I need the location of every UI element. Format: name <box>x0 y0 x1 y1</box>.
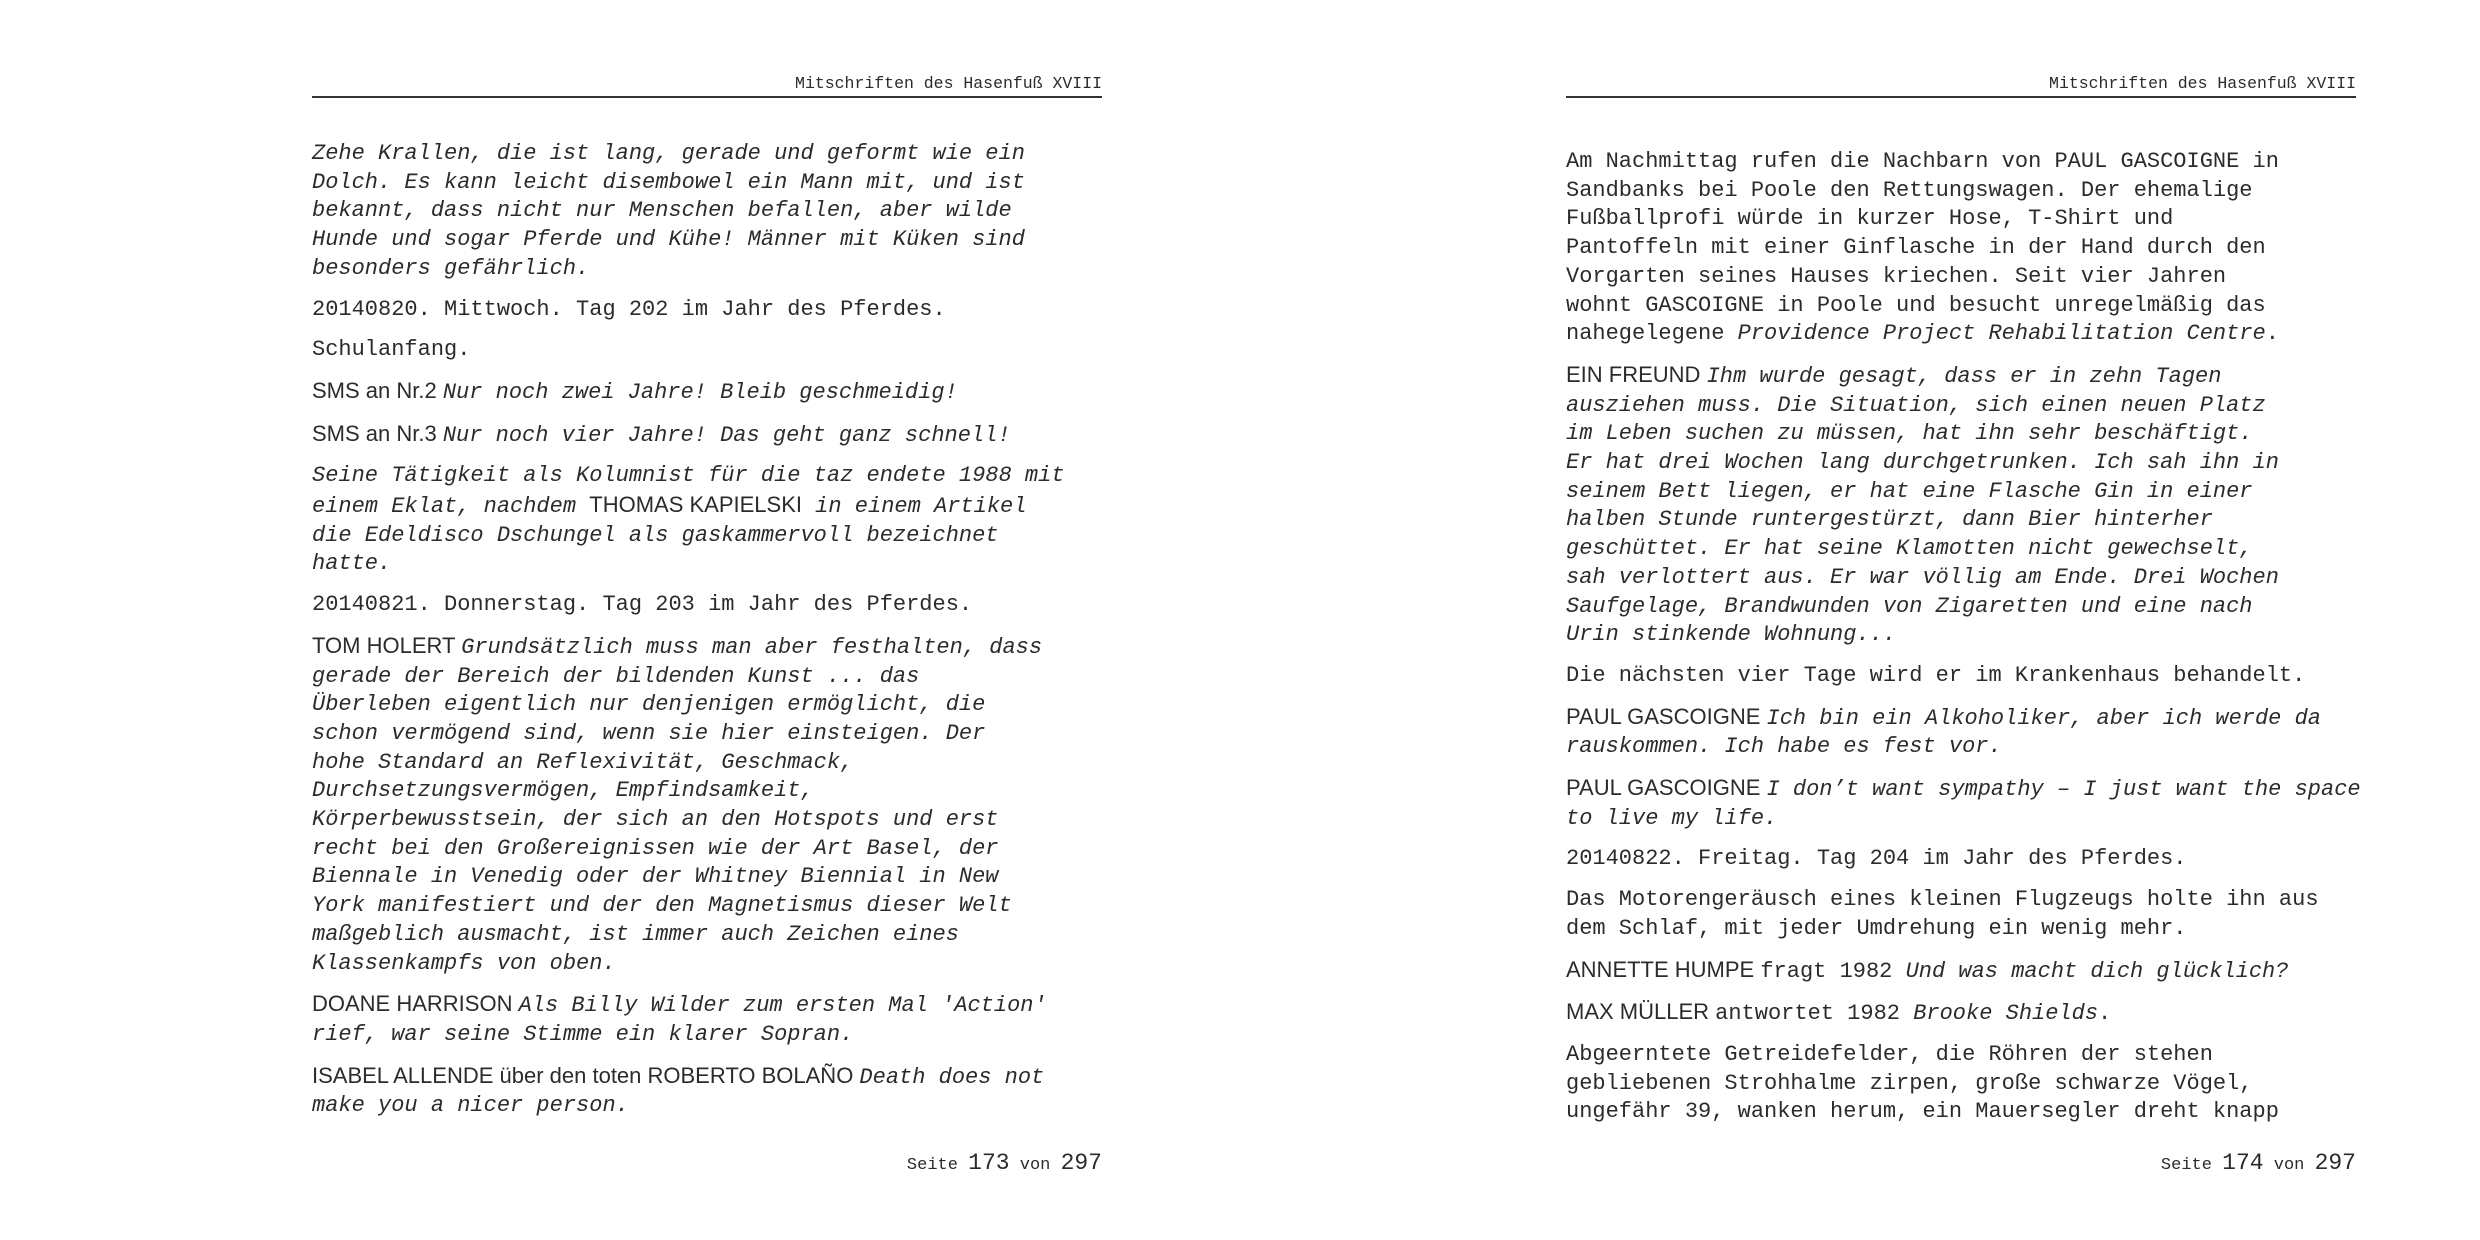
speaker-name: TOM HOLERT <box>312 632 462 658</box>
quote-text: im Leben suchen zu müssen, hat ihn sehr beschäftigt. <box>1566 421 2253 447</box>
text-line <box>312 863 1102 892</box>
text-line <box>312 720 1102 749</box>
text-line <box>312 950 1102 979</box>
quote-text: Zehe Krallen, die ist lang, gerade und geformt wie ein <box>312 141 1025 166</box>
text-line <box>312 1021 1102 1050</box>
speaker-name: PAUL GASCOIGNE <box>1566 775 1767 801</box>
text-line <box>1566 148 2356 177</box>
text-line <box>312 806 1102 835</box>
text-line <box>312 990 1102 1021</box>
quote-text: Urin stinkende Wohnung... <box>1566 622 1897 648</box>
body-text: 20140821. Donnerstag. Tag 203 im Jahr des Pferdes. <box>312 592 973 618</box>
text-line <box>1566 733 2356 762</box>
quote-text: hohe Standard an Reflexivität, Geschmack, <box>312 749 854 775</box>
body-text: Schulanfang. <box>312 337 471 363</box>
text-line <box>1566 320 2356 349</box>
text-paragraph <box>1566 886 2356 943</box>
page-number: 174 <box>2222 1150 2264 1176</box>
text-line <box>312 591 1102 620</box>
page-number: 173 <box>968 1150 1010 1176</box>
footer-mid: von <box>2273 1156 2305 1175</box>
quote-text: Dolch. Es kann leicht disembowel ein Mann mit, und ist <box>312 169 1025 195</box>
body-text: Abgeerntete Getreidefelder, die Röhren der stehen <box>1566 1041 2213 1067</box>
body-text: Vorgarten seines Hauses kriechen. Seit vier Jahren <box>1566 263 2227 289</box>
page-footer <box>1566 1148 2356 1181</box>
text-line <box>1566 263 2356 292</box>
text-line <box>1566 535 2356 564</box>
quote-text: Körperbewusstsein, der sich an den Hotspots und erst <box>312 807 999 833</box>
left-page <box>312 0 1102 1240</box>
text-line <box>1566 449 2356 478</box>
quote-text: Durchsetzungsvermögen, Empfindsamkeit, <box>312 778 814 804</box>
text-line <box>312 336 1102 365</box>
quote-text: Seine Tätigkeit als Kolumnist für die taz endete 1988 mit <box>312 463 1065 489</box>
text-line <box>312 197 1102 226</box>
body-text: Fußballprofi würde in kurzer Hose, T-Shirt und <box>1566 206 2174 232</box>
text-line <box>1566 662 2356 691</box>
quote-text: Death does not <box>859 1064 1045 1090</box>
text-line <box>1566 361 2356 392</box>
quote-text: Ihm wurde gesagt, dass er in zehn Tagen <box>1706 363 2222 389</box>
quote-text: geschüttet. Er hat seine Klamotten nicht gewechselt, <box>1566 536 2253 562</box>
quote-text: Ich bin ein Alkoholiker, aber ich werde da <box>1766 705 2321 731</box>
quote-text: I don’t want sympathy – I just want the space <box>1766 777 2361 803</box>
text-line <box>312 462 1102 491</box>
text-line <box>312 255 1102 284</box>
text-line <box>1566 478 2356 507</box>
quote-text: to live my life. <box>1566 805 1778 831</box>
text-paragraph <box>1566 148 2356 349</box>
text-line <box>312 491 1102 522</box>
body-text: nahegelegene <box>1566 321 1738 347</box>
text-line <box>1566 956 2356 987</box>
text-paragraph <box>1566 703 2356 762</box>
quote-text: Biennale in Venedig oder der Whitney Biennial in New <box>312 864 999 890</box>
text-paragraph <box>312 990 1102 1049</box>
text-line <box>312 169 1102 198</box>
text-paragraph <box>1566 956 2356 987</box>
speaker-name: DOANE HARRISON <box>312 991 519 1017</box>
body-text: gebliebenen Strohhalme zirpen, große schwarze Vögel, <box>1566 1070 2253 1096</box>
text-line <box>1566 420 2356 449</box>
quote-text: halben Stunde runtergestürzt, dann Bier hinterher <box>1566 507 2213 533</box>
text-line <box>312 140 1102 169</box>
text-line <box>312 420 1102 451</box>
body-text: ungefähr 39, wanken herum, ein Mauersegler dreht knapp <box>1566 1099 2279 1125</box>
text-line <box>312 1062 1102 1093</box>
text-line <box>1566 845 2356 874</box>
footer-mid: von <box>1019 1156 1051 1175</box>
text-line <box>1566 886 2356 915</box>
quote-text: Brooke Shields <box>1913 1001 2099 1027</box>
text-line <box>312 550 1102 579</box>
quote-text: make you a nicer person. <box>312 1093 629 1119</box>
quote-text: Und was macht dich glücklich? <box>1905 958 2289 984</box>
quote-text: einem Eklat, nachdem <box>312 494 590 520</box>
speaker-name: EIN FREUND <box>1566 361 1707 387</box>
text-line <box>1566 205 2356 234</box>
running-header: Mitschriften des Hasenfuß XVIII <box>2049 74 2356 93</box>
quote-text: rief, war seine Stimme ein klarer Sopran. <box>312 1021 854 1047</box>
text-line <box>1566 593 2356 622</box>
text-paragraph <box>1566 361 2356 650</box>
page-footer <box>312 1148 1102 1181</box>
text-line <box>1566 1041 2356 1070</box>
quote-text: gerade der Bereich der bildenden Kunst ... das <box>312 663 920 689</box>
text-line <box>1566 621 2356 650</box>
speaker-name: PAUL GASCOIGNE <box>1566 703 1767 729</box>
body-text: 20140820. Mittwoch. Tag 202 im Jahr des Pferdes. <box>312 296 946 322</box>
text-line <box>1566 998 2356 1029</box>
text-line <box>312 892 1102 921</box>
quote-text: sah verlottert aus. Er war völlig am Ende. Drei Wochen <box>1566 564 2279 590</box>
text-paragraph <box>312 296 1102 325</box>
text-line <box>1566 564 2356 593</box>
text-paragraph <box>312 462 1102 579</box>
text-line <box>1566 805 2356 834</box>
text-paragraph <box>1566 1041 2356 1127</box>
text-paragraph <box>312 591 1102 620</box>
speaker-name: SMS an Nr.2 <box>312 377 443 403</box>
quote-text: Providence Project Rehabilitation Centre <box>1737 321 2266 347</box>
footer-prefix: Seite <box>906 1156 958 1175</box>
text-line <box>312 835 1102 864</box>
quote-text: recht bei den Großereignissen wie der Art Basel, der <box>312 835 999 861</box>
speaker-name: MAX MÜLLER <box>1566 999 1716 1025</box>
quote-text: Überleben eigentlich nur denjenigen ermöglicht, die <box>312 692 986 718</box>
quote-text: rauskommen. Ich habe es fest vor. <box>1566 734 2002 760</box>
quote-text: bekannt, dass nicht nur Menschen befallen, aber wilde <box>312 198 1012 224</box>
quote-text: Er hat drei Wochen lang durchgetrunken. Ich sah ihn in <box>1566 450 2279 476</box>
text-line <box>312 1092 1102 1121</box>
text-line <box>312 777 1102 806</box>
body-text: antwortet 1982 <box>1715 1001 1914 1027</box>
quote-text: Grundsätzlich muss man aber festhalten, dass <box>461 634 1043 660</box>
quote-text: Hunde und sogar Pferde und Kühe! Männer mit Küken sind <box>312 227 1025 253</box>
text-paragraph <box>312 632 1102 978</box>
text-line <box>1566 915 2356 944</box>
text-line <box>312 632 1102 663</box>
body-text: Sandbanks bei Poole den Rettungswagen. Der ehemalige <box>1566 177 2253 203</box>
body-text: wohnt GASCOIGNE in Poole und besucht unregelmäßig das <box>1566 292 2266 318</box>
quote-text: besonders gefährlich. <box>312 255 590 281</box>
page-content <box>1566 148 2361 1139</box>
body-text: . <box>2098 1001 2112 1027</box>
text-line <box>312 226 1102 255</box>
quote-text: Als Billy Wilder zum ersten Mal 'Action' <box>518 993 1047 1019</box>
right-page <box>1566 0 2361 1240</box>
text-paragraph <box>312 1062 1102 1121</box>
text-line <box>312 691 1102 720</box>
speaker-name: SMS an Nr.3 <box>312 420 443 446</box>
quote-text: in einem Artikel <box>801 494 1027 520</box>
text-line <box>1566 506 2356 535</box>
quote-text: Nur noch vier Jahre! Das geht ganz schnell! <box>442 422 1011 448</box>
body-text: Das Motorengeräusch eines kleinen Flugzeugs holte ihn aus <box>1566 887 2319 913</box>
text-paragraph <box>312 336 1102 365</box>
body-text: 20140822. Freitag. Tag 204 im Jahr des Pferdes. <box>1566 846 2187 872</box>
speaker-name: THOMAS KAPIELSKI <box>589 492 802 518</box>
text-line <box>312 296 1102 325</box>
quote-text: hatte. <box>312 551 392 577</box>
text-line <box>1566 1070 2356 1099</box>
quote-text: Nur noch zwei Jahre! Bleib geschmeidig! <box>442 379 958 405</box>
text-line <box>312 921 1102 950</box>
body-text: Am Nachmittag rufen die Nachbarn von PAUL GASCOIGNE in <box>1566 149 2279 174</box>
header-rule <box>312 96 1102 98</box>
running-header: Mitschriften des Hasenfuß XVIII <box>795 74 1102 93</box>
text-line <box>312 377 1102 408</box>
header-rule <box>1566 96 2356 98</box>
footer-prefix: Seite <box>2160 1156 2212 1175</box>
text-line <box>1566 292 2356 321</box>
text-line <box>312 663 1102 692</box>
page-total: 297 <box>2314 1150 2356 1176</box>
page-content <box>312 141 1102 1133</box>
body-text: Die nächsten vier Tage wird er im Krankenhaus behandelt. <box>1566 662 2306 688</box>
body-text: fragt 1982 <box>1760 958 1906 984</box>
quote-text: die Edeldisco Dschungel als gaskammervoll bezeichnet <box>312 522 999 548</box>
text-line <box>312 522 1102 551</box>
speaker-name: ANNETTE HUMPE <box>1566 956 1761 982</box>
text-paragraph <box>312 377 1102 408</box>
text-line <box>1566 703 2356 734</box>
body-text: dem Schlaf, mit jeder Umdrehung ein wenig mehr. <box>1566 915 2187 941</box>
quote-text: schon vermögend sind, wenn sie hier einsteigen. Der <box>312 720 986 746</box>
text-line <box>1566 177 2356 206</box>
quote-text: seinem Bett liegen, er hat eine Flasche Gin in einer <box>1566 478 2253 504</box>
text-paragraph <box>1566 998 2356 1029</box>
text-line <box>1566 774 2361 805</box>
page-total: 297 <box>1060 1150 1102 1176</box>
body-text: . <box>2265 321 2279 347</box>
text-line <box>1566 392 2356 421</box>
body-text: Pantoffeln mit einer Ginflasche in der Hand durch den <box>1566 235 2266 261</box>
quote-text: York manifestiert und der den Magnetismus dieser Welt <box>312 893 1012 919</box>
text-paragraph <box>1566 774 2361 833</box>
quote-text: maßgeblich ausmacht, ist immer auch Zeichen eines <box>312 921 959 947</box>
quote-text: Saufgelage, Brandwunden von Zigaretten und eine nach <box>1566 593 2253 619</box>
quote-text: Klassenkampfs von oben. <box>312 950 616 976</box>
text-line <box>1566 1098 2356 1127</box>
text-paragraph <box>1566 662 2356 691</box>
speaker-name: ISABEL ALLENDE über den toten ROBERTO BOLAÑO <box>312 1062 860 1088</box>
text-paragraph <box>312 140 1102 284</box>
text-line <box>312 749 1102 778</box>
text-line <box>1566 234 2356 263</box>
text-paragraph <box>312 420 1102 451</box>
quote-text: ausziehen muss. Die Situation, sich einen neuen Platz <box>1566 392 2266 418</box>
text-paragraph <box>1566 845 2356 874</box>
